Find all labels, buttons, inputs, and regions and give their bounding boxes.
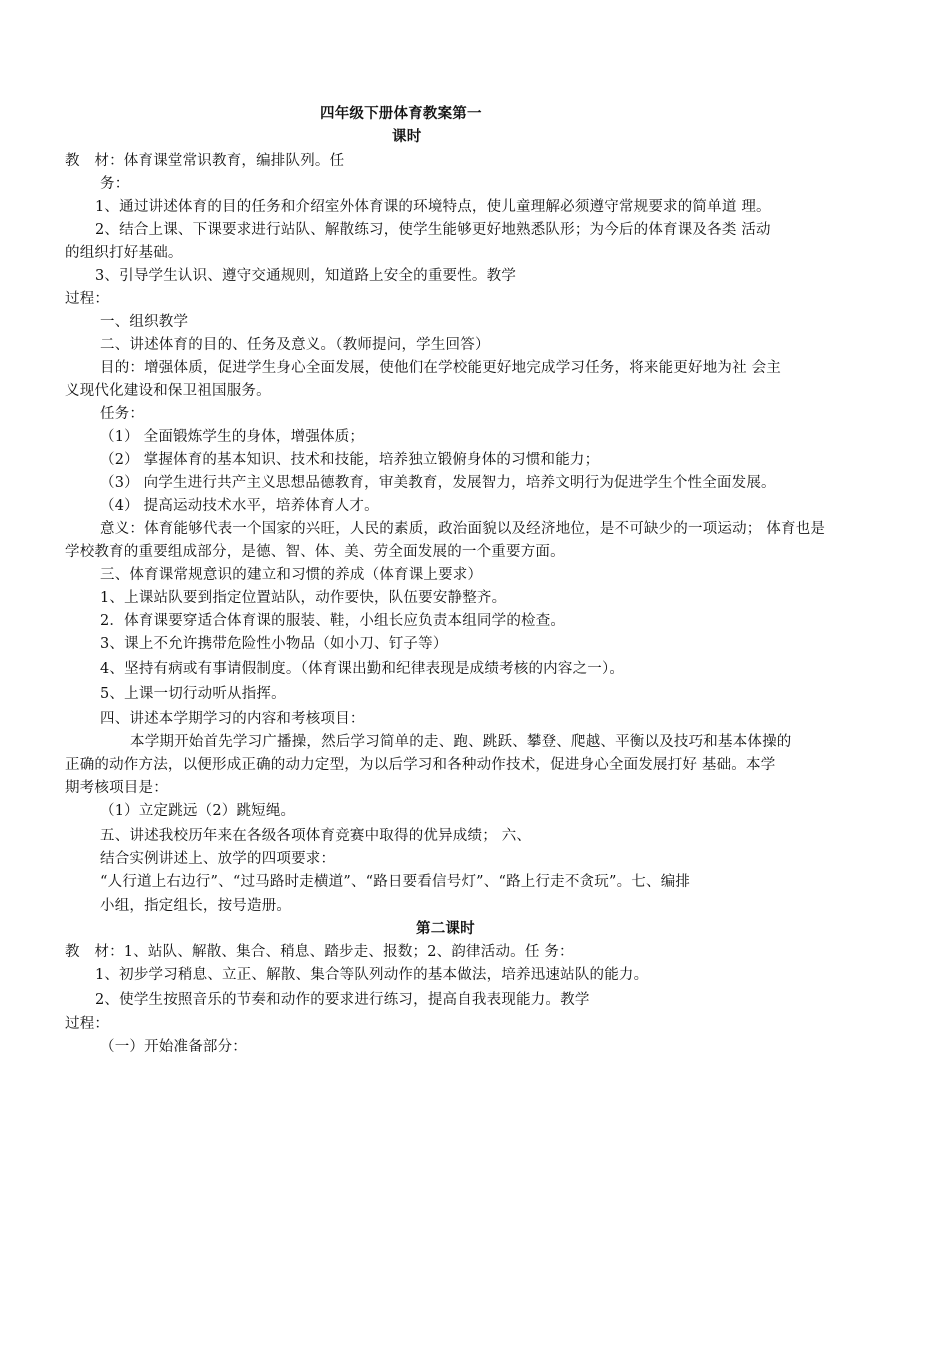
duty-item-1: （1） 全面锻炼学生的身体，增强体质； [100, 429, 365, 445]
meaning-line1: 意义：体育能够代表一个国家的兴旺，人民的素质，政治面貌以及经济地位，是不可缺少的一项运动； 体育也是 [100, 521, 826, 537]
lesson2-title: 第二课时 [416, 921, 475, 937]
lesson2-part-1: （一）开始准备部分： [100, 1039, 247, 1055]
lesson1-title-line2: 课时 [392, 129, 422, 145]
lesson2-task-1: 1、初步学习稍息、立正、解散、集合等队列动作的基本做法，培养迅速站队的能力。 [95, 967, 649, 983]
exam-items: （1）立定跳远（2）跳短绳。 [100, 803, 296, 819]
lesson1-task-2-line1: 2、结合上课、下课要求进行站队、解散练习，使学生能够更好地熟悉队形；为今后的体育课及各类 活动 [95, 222, 771, 238]
section-3-heading: 三、体育课常规意识的建立和习惯的养成（体育课上要求） [100, 567, 483, 583]
purpose-line1: 目的：增强体质，促进学生身心全面发展，使他们在学校能更好地完成学习任务，将来能更好地为社 会主 [100, 360, 782, 376]
duties-label: 任务： [100, 406, 145, 422]
content-line1: 本学期开始首先学习广播操，然后学习简单的走、跑、跳跃、攀登、爬越、平衡以及技巧和基本体操的 [130, 734, 792, 750]
section-5-heading: 五、讲述我校历年来在各级各项体育竞赛中取得的优异成绩； 六、 [100, 828, 532, 844]
section-1-heading: 一、组织教学 [100, 314, 189, 330]
rule-item-2: 2．体育课要穿适合体育课的服装、鞋，小组长应负责本组同学的检查。 [100, 613, 566, 629]
rule-item-4: 4、坚持有病或有事请假制度。（体育课出勤和纪律表现是成绩考核的内容之一）。 [100, 661, 625, 677]
rule-item-5: 5、上课一切行动听从指挥。 [100, 686, 286, 702]
purpose-line2: 义现代化建设和保卫祖国服务。 [65, 383, 271, 399]
lesson1-process-label: 过程： [65, 291, 110, 307]
lesson1-task-2-line2: 的组织打好基础。 [65, 245, 183, 261]
section-2-heading: 二、讲述体育的目的、任务及意义。（教师提问，学生回答） [100, 337, 490, 353]
lesson2-material: 教 材：1、站队、解散、集合、稍息、踏步走、报数；2、韵律活动。任 务： [65, 944, 574, 960]
lesson1-title-line1: 四年级下册体育教案第一 [320, 106, 482, 122]
duty-item-4: （4） 提高运动技术水平，培养体育人才。 [100, 498, 379, 514]
lesson1-task-label: 务： [100, 176, 130, 192]
lesson1-material: 教 材：体育课堂常识教育，编排队列。任 [65, 153, 345, 169]
rule-item-3: 3、课上不允许携带危险性小物品（如小刀、钉子等） [100, 636, 448, 652]
lesson2-task-2: 2、使学生按照音乐的节奏和动作的要求进行练习，提高自我表现能力。教学 [95, 992, 590, 1008]
content-line2: 正确的动作方法，以便形成正确的动力定型，为以后学习和各种动作技术，促进身心全面发展打好 基础。本学 [65, 757, 776, 773]
traffic-rules-quote: “人行道上右边行”、“过马路时走横道”、“路日要看信号灯”、“路上行走不贪玩”。七、编排 [100, 874, 691, 890]
section-6-heading: 结合实例讲述上、放学的四项要求： [100, 851, 336, 867]
lesson1-task-3: 3、引导学生认识、遵守交通规则，知道路上安全的重要性。教学 [95, 268, 517, 284]
content-line3: 期考核项目是： [65, 780, 168, 796]
section-4-heading: 四、讲述本学期学习的内容和考核项目： [100, 711, 365, 727]
section-7-text: 小组，指定组长，按号造册。 [100, 898, 292, 914]
duty-item-2: （2） 掌握体育的基本知识、技术和技能，培养独立锻俯身体的习惯和能力； [100, 452, 600, 468]
rule-item-1: 1、上课站队要到指定位置站队，动作要快，队伍要安静整齐。 [100, 590, 507, 606]
lesson1-task-1: 1、通过讲述体育的目的任务和介绍室外体育课的环境特点，使儿童理解必须遵守常规要求的简单道 理。 [95, 199, 771, 215]
duty-item-3: （3） 向学生进行共产主义思想品德教育，审美教育，发展智力，培养文明行为促进学生个性全面发展。 [100, 475, 776, 491]
lesson2-process-label: 过程： [65, 1016, 110, 1032]
meaning-line2: 学校教育的重要组成部分，是德、智、体、美、劳全面发展的一个重要方面。 [65, 544, 565, 560]
